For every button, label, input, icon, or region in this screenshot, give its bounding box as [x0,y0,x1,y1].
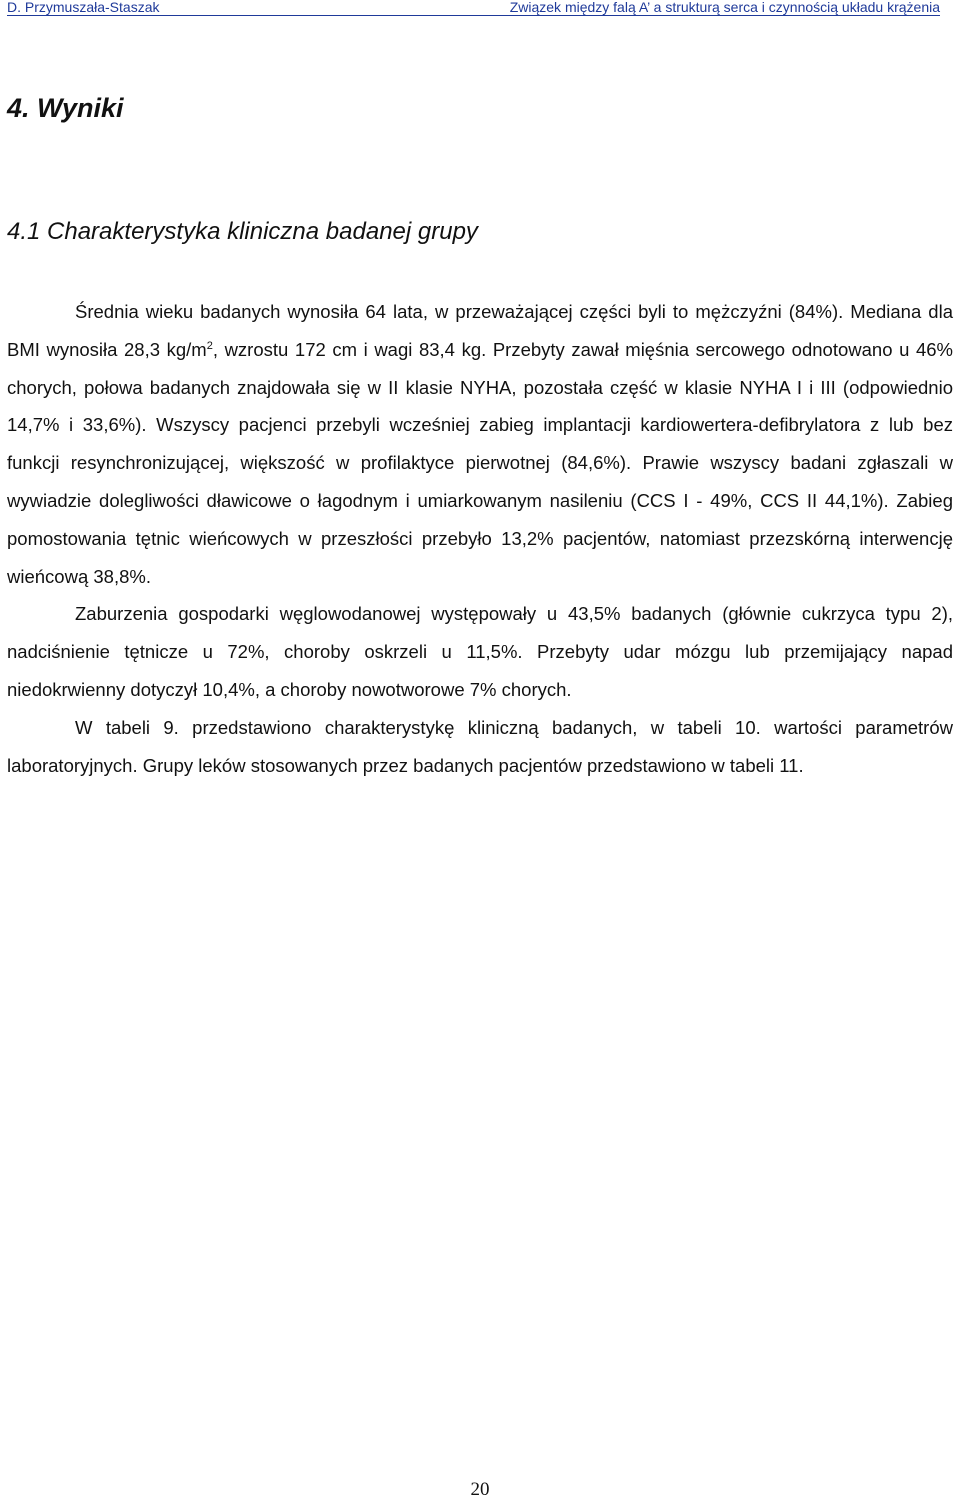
paragraph-1-part-2: , wzrostu 172 cm i wagi 83,4 kg. Przebyty zawał mięśnia sercowego odnotowano u 46% chorych, połowa badanych znajdowała się w II klasie NYHA, pozostała część w klasie NYHA I i III (odpowiednio 14,7% i 33,6%). Wszyscy pacjenci przebyli wcześniej zabieg implantacji kardiowertera-defibrylatora z lub bez funkcji resynchronizującej, większość w profilaktyce pierwotnej (84,6%). Prawie wszyscy badani zgłaszali w wywiadzie dolegliwości dławicowe o łagodnym i umiarkowanym nasileniu (CCS I - 49%, CCS II 44,1%). Zabieg pomostowania tętnic wieńcowych w przeszłości przebyło 13,2% pacjentów, natomiast przezskórną interwencję wieńcową 38,8%. [7,338,953,587]
paragraph-1 [7,293,953,595]
header-divider [7,15,940,16]
section-title: 4.1 Charakterystyka kliniczna badanej grupy [7,218,478,245]
paragraph-1-part-1: Średnia wieku badanych wynosiła 64 lata, w przeważającej części byli to mężczyźni (84%). Mediana dla BMI wynosiła 28,3 kg/m [7,301,953,360]
superscript-2: 2 [206,339,213,352]
page-number: 20 [470,1479,490,1500]
paragraph-2: Zaburzenia gospodarki węglowodanowej występowały u 43,5% badanych (głównie cukrzyca typu 2), nadciśnienie tętnicze u 72%, choroby oskrzeli u 11,5%. Przebyty udar mózgu lub przemijający napad niedokrwienny dotyczył 10,4%, a choroby nowotworowe 7% chorych. [7,603,953,700]
paragraph-3: W tabeli 9. przedstawiono charakterystykę kliniczną badanych, w tabeli 10. wartości parametrów laboratoryjnych. Grupy leków stosowanych przez badanych pacjentów przedstawiono w tabeli 11. [7,716,953,776]
body-text [7,293,953,784]
running-header [7,0,940,14]
header-title: Związek między falą A’ a strukturą serca i czynnością układu krążenia [509,0,940,15]
chapter-title: 4. Wyniki [7,93,124,123]
header-author: D. Przymuszała-Staszak [7,0,160,15]
